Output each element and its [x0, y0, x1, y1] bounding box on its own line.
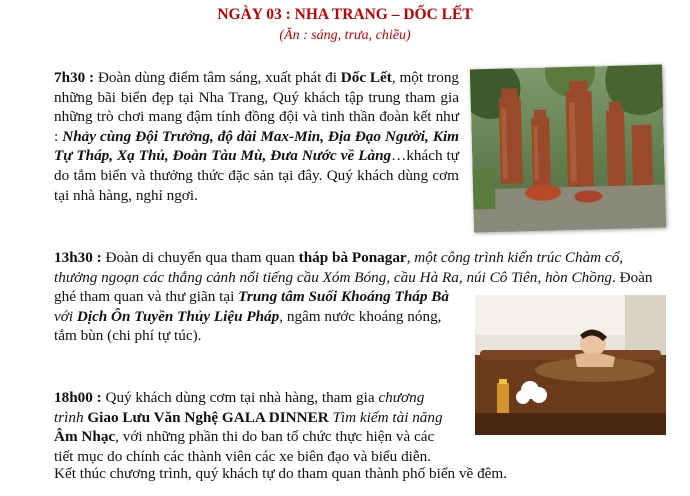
place-name: Dốc Lết	[340, 69, 392, 86]
spa-therapy: Dịch Ôn Tuyền Thủy Liệu Pháp	[76, 307, 280, 325]
time-label: 18h00 :	[54, 389, 102, 406]
spa-name: Trung tâm Suối Khoáng Tháp Bà	[238, 288, 449, 306]
itinerary-closing: Kết thúc chương trình, quý khách tự do tham quan thành phố biển về đêm.	[54, 465, 508, 482]
ponagar-towers-photo	[470, 65, 666, 233]
event-name: Giao Lưu Văn Nghệ GALA DINNER	[87, 408, 329, 426]
time-label: 7h30 :	[54, 69, 95, 86]
day-title: NGÀY 03 : NHA TRANG – DỐC LẾT	[217, 6, 473, 23]
meals-note: (Ăn : sáng, trưa, chiều)	[279, 28, 411, 43]
time-label: 13h30 :	[54, 249, 102, 266]
photo-spacer	[449, 388, 639, 428]
itinerary-morning: 7h30 : Đoàn dùng điểm tâm sáng, xuất phát đi Dốc Lết, một trong những bãi biển đẹp tại Nha Trang, Quý khách tập trung tham gia những trò chơi mang đậm tính đồng đội và tinh thần đoàn kết như : Nhảy cùng Đội Trưởng, độ dài Max-Min, Địa Đạo Người, Kim Tự Tháp, Xạ Thủ, Đoàn Tàu Mù, Đưa Nước về Làng…khách tự do tắm biển và thưởng thức đặc sản tại đây. Quý khách dùng cơm tại nhà hàng, nghỉ ngơi.	[54, 69, 460, 204]
itinerary-evening: 18h00 : Quý khách dùng cơm tại nhà hàng, tham gia chương trình Giao Lưu Văn Nghệ GALA DINNER Tìm kiếm tài năng Âm Nhạc, với những phần thi do ban tổ chức thực hiện và các tiết mục do chính các thành viên các xe biên đạo và biểu diễn.	[54, 388, 639, 466]
team-games: Nhảy cùng Đội Trưởng, độ dài Max-Min, Địa Đạo Người, Kim Tự Tháp, Xạ Thủ, Đoàn Tàu Mù, Đưa Nước về Làng	[54, 127, 459, 165]
itinerary-afternoon: 13h30 : Đoàn di chuyển qua tham quan tháp bà Ponagar, một công trình kiến trúc Chàm cổ, thưởng ngoạn các thắng cảnh nổi tiếng cầu Xóm Bóng, cầu Hà Ra, núi Cô Tiên, hòn Chồng. Đoàn ghé tham quan và thư giãn tại Trung tâm Suối Khoáng Tháp Bà với Dịch Ôn Tuyền Thủy Liệu Pháp, ngâm nước khoáng nóng, tắm bùn (chi phí tự túc).	[54, 248, 654, 448]
place-name: tháp bà Ponagar	[298, 249, 407, 266]
